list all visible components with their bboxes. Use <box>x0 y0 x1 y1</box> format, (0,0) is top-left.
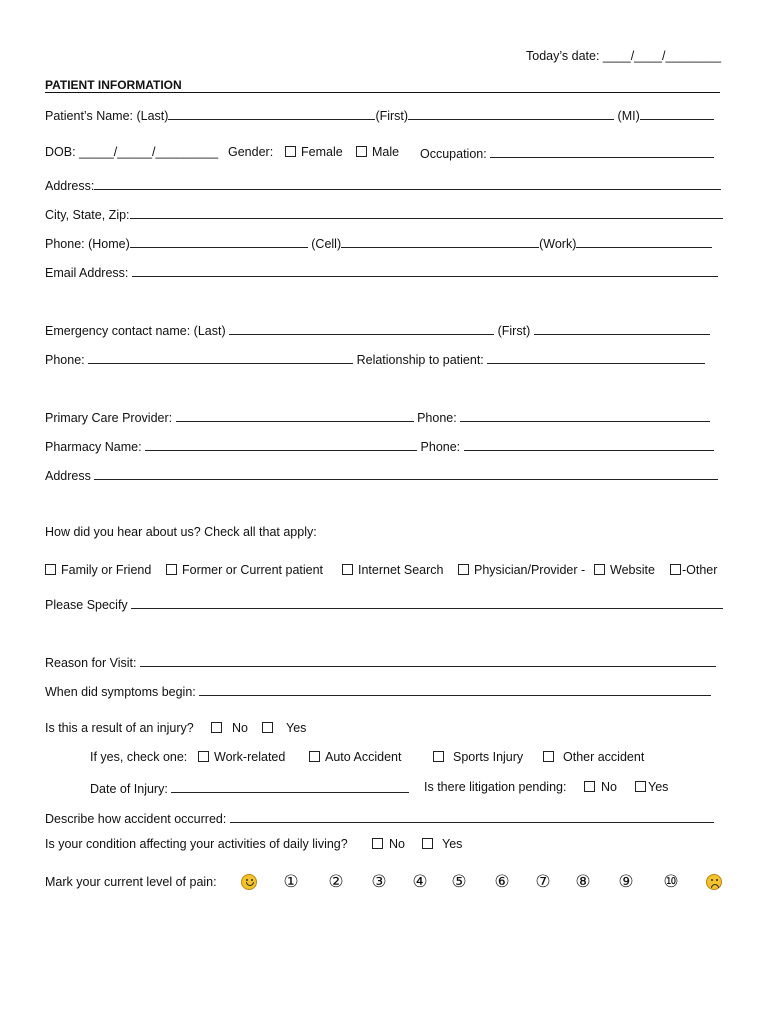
email-row <box>45 264 718 280</box>
checkbox-icon[interactable] <box>262 722 273 733</box>
frown-face-icon[interactable] <box>706 874 722 890</box>
primary-care-label: Primary Care Provider: <box>45 411 173 425</box>
describe-input[interactable] <box>230 810 714 823</box>
referral-patient-option[interactable] <box>166 563 323 577</box>
yes-label: Yes <box>442 837 463 851</box>
checkbox-icon[interactable] <box>635 781 646 792</box>
referral-family-option[interactable] <box>45 563 151 577</box>
dob-field[interactable]: DOB: _____/_____/_________ <box>45 145 219 159</box>
emergency-name-row <box>45 322 710 338</box>
reason-row <box>45 654 716 670</box>
cell-phone-input[interactable] <box>341 235 539 248</box>
pharmacy-address-label: Address <box>45 469 91 483</box>
occupation-row <box>420 145 714 161</box>
specify-label: Please Specify <box>45 598 128 612</box>
specify-input[interactable] <box>131 596 723 609</box>
checkbox-icon[interactable] <box>285 146 296 157</box>
option-label: Former or Current patient <box>182 563 324 577</box>
relationship-label: Relationship to patient: <box>356 353 484 367</box>
pain-level-8[interactable]: ⑧ <box>575 872 591 891</box>
pain-level-1[interactable]: ① <box>283 872 299 891</box>
dob-row <box>45 145 218 159</box>
pharmacy-address-input[interactable] <box>94 467 718 480</box>
checkbox-icon[interactable] <box>356 146 367 157</box>
injury-date-input[interactable] <box>171 780 409 793</box>
daily-yes-option[interactable] <box>422 837 462 851</box>
pain-level-2[interactable]: ② <box>328 872 344 891</box>
city-label: City, State, Zip: <box>45 208 130 222</box>
option-label: Work-related <box>214 750 286 764</box>
pharmacy-address-row <box>45 467 718 483</box>
pain-level-6[interactable]: ⑥ <box>494 872 510 891</box>
describe-row <box>45 810 714 826</box>
describe-label: Describe how accident occurred: <box>45 812 227 826</box>
symptoms-row <box>45 683 711 699</box>
daily-no-option[interactable] <box>372 837 405 851</box>
litigation-label: Is there litigation pending: <box>424 780 567 794</box>
checkbox-icon[interactable] <box>45 564 56 575</box>
no-label: No <box>389 837 405 851</box>
option-label: Internet Search <box>358 563 444 577</box>
cell-phone-label: (Cell) <box>311 237 342 251</box>
email-input[interactable] <box>132 264 718 277</box>
symptoms-input[interactable] <box>199 683 711 696</box>
option-label: -Other <box>682 563 718 577</box>
injury-auto-option[interactable] <box>309 750 401 764</box>
gender-male-option[interactable] <box>356 145 399 159</box>
male-label: Male <box>372 145 400 159</box>
injury-question: Is this a result of an injury? <box>45 721 194 735</box>
emergency-first-label: (First) <box>497 324 531 338</box>
phone-row <box>45 235 712 251</box>
home-phone-label: Phone: (Home) <box>45 237 130 251</box>
city-input[interactable] <box>130 206 723 219</box>
pharmacy-phone-input[interactable] <box>464 438 714 451</box>
todays-date-field[interactable]: Today’s date: ____/____/________ <box>526 49 722 63</box>
option-label: Physician/Provider - <box>474 563 586 577</box>
checkbox-icon[interactable] <box>372 838 383 849</box>
injury-no-option[interactable] <box>211 721 248 735</box>
first-name-input[interactable] <box>408 107 614 120</box>
pharmacy-row <box>45 438 714 454</box>
option-label: Other accident <box>563 750 645 764</box>
smile-face-icon[interactable] <box>241 874 257 890</box>
yes-label: Yes <box>286 721 307 735</box>
emergency-phone-input[interactable] <box>88 351 353 364</box>
injury-yes-option[interactable] <box>262 721 306 735</box>
reason-label: Reason for Visit: <box>45 656 137 670</box>
address-input[interactable] <box>94 177 721 190</box>
email-label: Email Address: <box>45 266 129 280</box>
pain-level-7[interactable]: ⑦ <box>535 872 551 891</box>
checkbox-icon[interactable] <box>458 564 469 575</box>
symptoms-label: When did symptoms begin: <box>45 685 196 699</box>
referral-website-option[interactable] <box>594 563 655 577</box>
last-name-input[interactable] <box>168 107 375 120</box>
gender-female-option[interactable] <box>285 145 343 159</box>
pain-label: Mark your current level of pain: <box>45 875 217 889</box>
daily-question: Is your condition affecting your activities of daily living? <box>45 837 348 851</box>
option-label: Sports Injury <box>453 750 524 764</box>
section-title: PATIENT INFORMATION <box>45 78 182 92</box>
pain-level-3[interactable]: ③ <box>371 872 387 891</box>
emergency-first-input[interactable] <box>534 322 710 335</box>
checkbox-icon[interactable] <box>342 564 353 575</box>
specify-row <box>45 596 723 612</box>
yes-label: Yes <box>648 780 669 794</box>
option-label: Website <box>610 563 655 577</box>
city-row <box>45 206 723 222</box>
mi-input[interactable] <box>640 107 714 120</box>
checkbox-icon[interactable] <box>166 564 177 575</box>
first-name-label: (First) <box>375 109 409 123</box>
litigation-yes-option[interactable] <box>635 780 668 794</box>
litigation-no-option[interactable] <box>584 780 617 794</box>
gender-label: Gender: <box>228 145 274 159</box>
primary-care-row <box>45 409 710 425</box>
home-phone-input[interactable] <box>130 235 308 248</box>
injury-sports-option[interactable] <box>433 750 523 764</box>
relationship-input[interactable] <box>487 351 705 364</box>
name-row <box>45 107 714 123</box>
primary-care-input[interactable] <box>176 409 414 422</box>
reason-input[interactable] <box>140 654 716 667</box>
referral-physician-option[interactable] <box>458 563 585 577</box>
pain-level-4[interactable]: ④ <box>412 872 428 891</box>
emergency-last-label: Emergency contact name: (Last) <box>45 324 226 338</box>
no-label: No <box>601 780 617 794</box>
check-one-label: If yes, check one: <box>90 750 188 764</box>
provider-phone-input[interactable] <box>460 409 710 422</box>
emergency-last-input[interactable] <box>229 322 494 335</box>
no-label: No <box>232 721 248 735</box>
provider-phone-label: Phone: <box>417 411 457 425</box>
option-label: Auto Accident <box>325 750 402 764</box>
address-row <box>45 177 721 193</box>
emergency-phone-label: Phone: <box>45 353 85 367</box>
injury-other-option[interactable] <box>543 750 644 764</box>
checkbox-icon[interactable] <box>584 781 595 792</box>
pain-level-9[interactable]: ⑨ <box>618 872 634 891</box>
pharmacy-label: Pharmacy Name: <box>45 440 142 454</box>
referral-internet-option[interactable] <box>342 563 443 577</box>
checkbox-icon[interactable] <box>594 564 605 575</box>
checkbox-icon[interactable] <box>198 751 209 762</box>
checkbox-icon[interactable] <box>543 751 554 762</box>
checkbox-icon[interactable] <box>211 722 222 733</box>
mi-label: (MI) <box>617 109 640 123</box>
referral-other-option[interactable] <box>670 563 717 577</box>
option-label: Family or Friend <box>61 563 152 577</box>
work-phone-input[interactable] <box>576 235 712 248</box>
emergency-phone-row <box>45 351 705 367</box>
checkbox-icon[interactable] <box>422 838 433 849</box>
occupation-label: Occupation: <box>420 147 487 161</box>
work-phone-label: (Work) <box>539 237 577 251</box>
female-label: Female <box>301 145 343 159</box>
address-label: Address: <box>45 179 95 193</box>
referral-question: How did you hear about us? Check all that apply: <box>45 525 317 539</box>
injury-date-label: Date of Injury: <box>90 782 168 796</box>
injury-date-row <box>90 780 409 796</box>
injury-work-option[interactable] <box>198 750 285 764</box>
occupation-input[interactable] <box>490 145 714 158</box>
last-name-label: Patient’s Name: (Last) <box>45 109 169 123</box>
checkbox-icon[interactable] <box>433 751 444 762</box>
pharmacy-input[interactable] <box>145 438 417 451</box>
pharmacy-phone-label: Phone: <box>420 440 461 454</box>
pain-level-5[interactable]: ⑤ <box>451 872 467 891</box>
checkbox-icon[interactable] <box>309 751 320 762</box>
section-title-rule <box>45 92 720 93</box>
checkbox-icon[interactable] <box>670 564 681 575</box>
pain-level-10[interactable]: ⑩ <box>663 872 679 891</box>
